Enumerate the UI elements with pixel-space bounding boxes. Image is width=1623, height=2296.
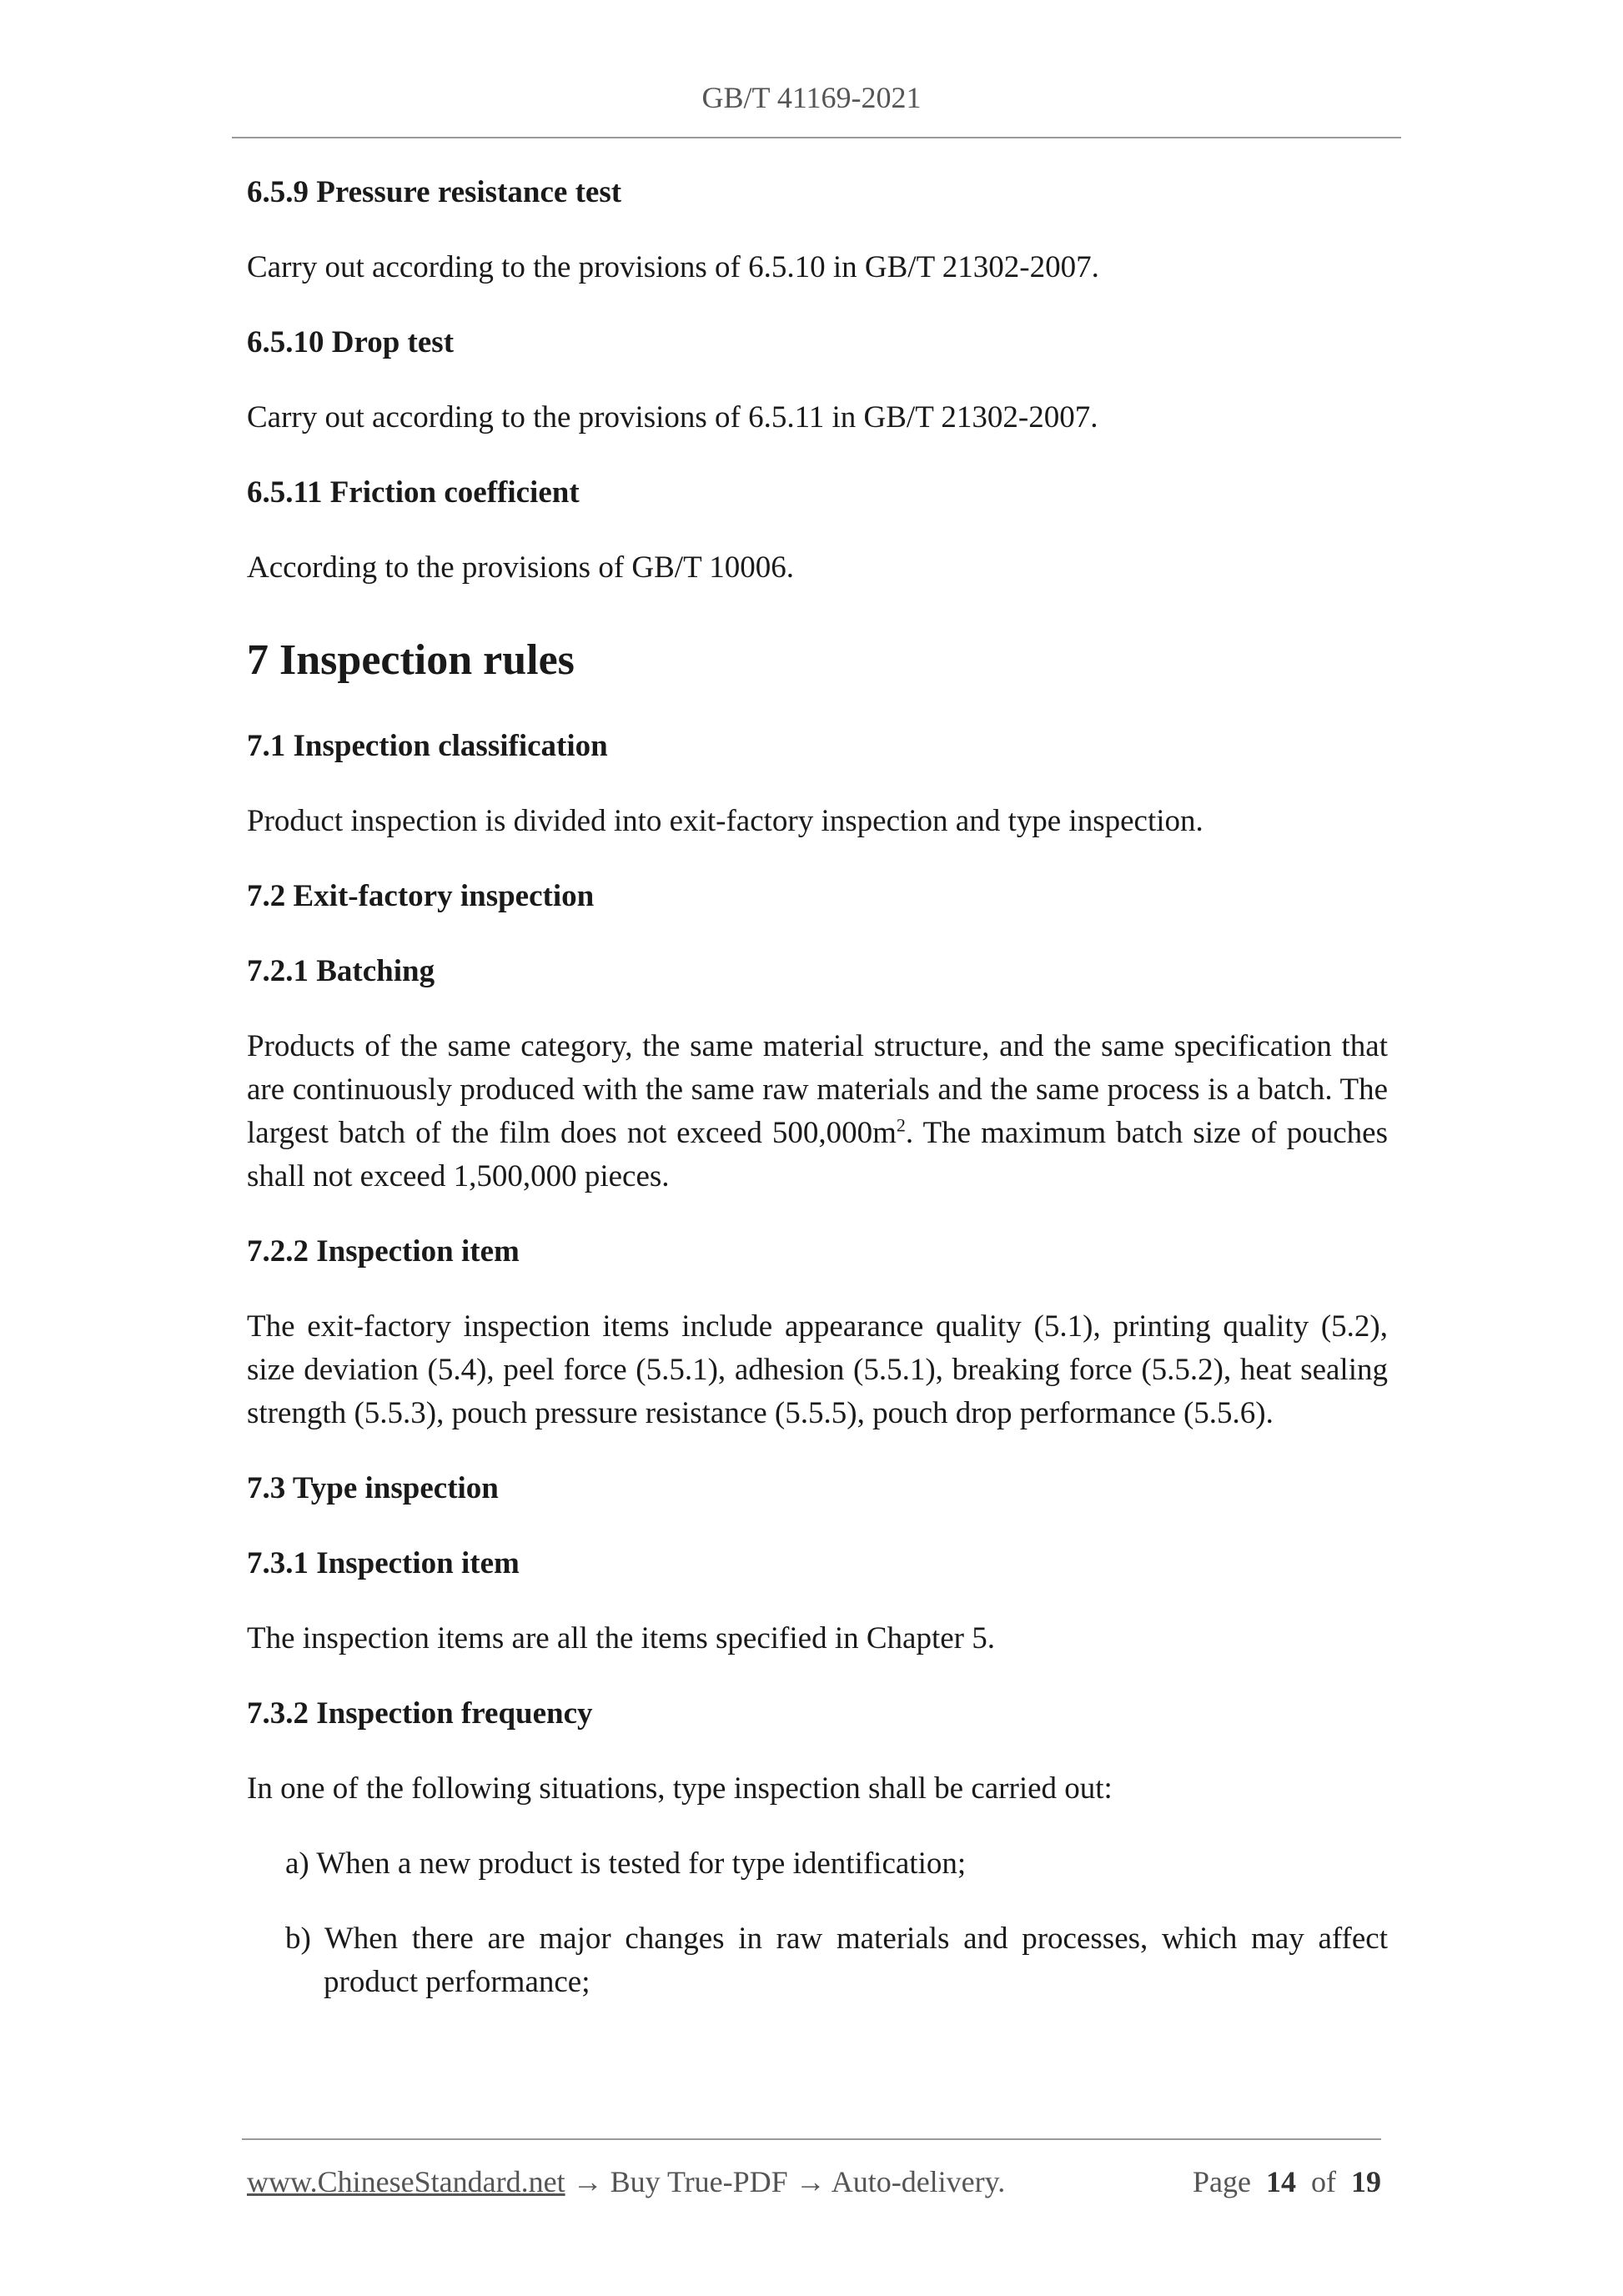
website-link[interactable]: www.ChineseStandard.net — [247, 2165, 565, 2198]
footer-left — [247, 2164, 1005, 2199]
heading-6-5-10: 6.5.10 Drop test — [247, 325, 455, 359]
paragraph-7-3-1: The inspection items are all the items specified in Chapter 5. — [247, 1621, 995, 1655]
paragraph-7-2-1-part1: Products of the same category, the same material structure, and the same specification that are continuously produced with the same raw materials and the same process is a batch. The largest batch of the film does not exceed 500,000m — [247, 1029, 1388, 1150]
paragraph-7-1: Product inspection is divided into exit-factory inspection and type inspection. — [247, 804, 1203, 838]
heading-7-2: 7.2 Exit-factory inspection — [247, 879, 595, 913]
footer-divider — [242, 2138, 1381, 2140]
heading-6-5-11: 6.5.11 Friction coefficient — [247, 475, 580, 510]
heading-7-2-1: 7.2.1 Batching — [247, 954, 435, 988]
page-content — [247, 171, 1388, 2036]
paragraph-6-5-11: According to the provisions of GB/T 10006. — [247, 550, 795, 585]
paragraph-6-5-10: Carry out according to the provisions of 6.5.11 in GB/T 21302-2007. — [247, 400, 1098, 435]
header-standard-code: GB/T 41169-2021 — [701, 81, 922, 114]
page-total: 19 — [1351, 2165, 1381, 2198]
paragraph-7-2-1-part2: . The maximum batch size of pouches shall not exceed 1,500,000 pieces. — [247, 1116, 1388, 1193]
heading-7-2-2: 7.2.2 Inspection item — [247, 1234, 520, 1269]
heading-7-1: 7.1 Inspection classification — [247, 729, 608, 763]
page-label: Page — [1193, 2165, 1251, 2198]
heading-7-3-2: 7.3.2 Inspection frequency — [247, 1696, 593, 1731]
arrow-right-icon: → — [795, 2165, 826, 2198]
paragraph-7-2-1 — [247, 1025, 1388, 1198]
heading-7-3-1: 7.3.1 Inspection item — [247, 1546, 520, 1580]
chapter-7-heading: 7 Inspection rules — [247, 636, 575, 684]
list-item-a: a) When a new product is tested for type identification; — [285, 1846, 967, 1881]
list-item-b: b) When there are major changes in raw materials and processes, which may affect product performance; — [285, 1922, 1388, 1999]
paragraph-6-5-9: Carry out according to the provisions of 6.5.10 in GB/T 21302-2007. — [247, 250, 1099, 284]
of-label: of — [1311, 2165, 1336, 2198]
arrow-right-icon: → — [572, 2165, 603, 2198]
superscript-2: 2 — [896, 1114, 906, 1136]
page-number — [1193, 2164, 1381, 2199]
header-divider — [232, 137, 1401, 138]
paragraph-7-3-2: In one of the following situations, type inspection shall be carried out: — [247, 1771, 1113, 1806]
auto-delivery-text: Auto-delivery. — [831, 2165, 1006, 2198]
heading-6-5-9: 6.5.9 Pressure resistance test — [247, 175, 622, 209]
paragraph-7-2-2: The exit-factory inspection items include appearance quality (5.1), printing quality (5.2), size deviation (5.4), peel force (5.5.1), adhesion (5.5.1), breaking force (5.5.2), heat sealing strength (5.5.3), pouch pressure resistance (5.5.5), pouch drop performance (5.5.6). — [247, 1309, 1388, 1430]
heading-7-3: 7.3 Type inspection — [247, 1471, 499, 1505]
buy-true-pdf-text: Buy True-PDF — [610, 2165, 788, 2198]
page-current: 14 — [1266, 2165, 1296, 2198]
